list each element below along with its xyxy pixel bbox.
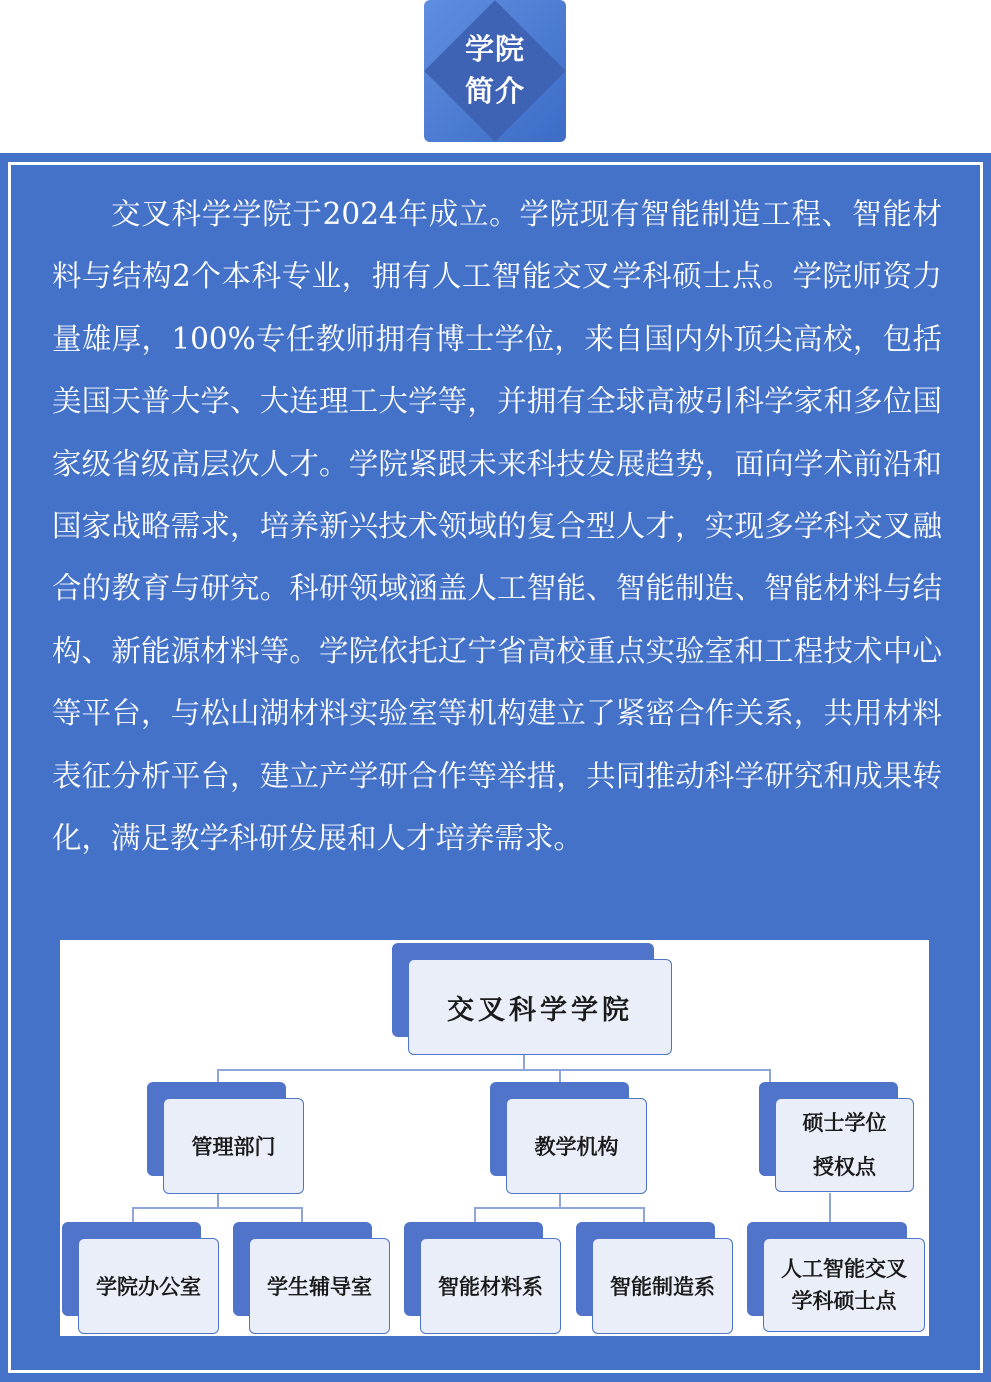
org-level2-label: 教学机构 <box>506 1098 647 1194</box>
org-level3-box <box>62 1222 219 1334</box>
connector <box>829 1193 831 1223</box>
org-level3-box <box>404 1222 561 1334</box>
intro-paragraph: 交叉科学学院于2024年成立。学院现有智能制造工程、智能材料与结构2个本科专业，拥有人工智能交叉学科硕士点。学院师资力量雄厚，100%专任教师拥有博士学位，来自国内外顶尖高校，包括美国天普大学、大连理工大学等，并拥有全球高被引科学家和多位国家级省级高层次人才。学院紧跟未来科技发展趋势，面向学术前沿和国家战略需求，培养新兴技术领域的复合型人才，实现多学科交叉融合的教育与研究。科研领域涵盖人工智能、智能制造、智能材料与结构、新能源材料等。学院依托辽宁省高校重点实验室和工程技术中心等平台，与松山湖材料实验室等机构建立了紧密合作关系，共用材料表征分析平台，建立产学研合作等举措，共同推动科学研究和成果转化，满足教学科研发展和人才培养需求。 <box>52 197 942 856</box>
badge-title-line1: 学院 <box>464 32 525 66</box>
connector <box>474 1207 645 1209</box>
org-level3-label: 学生辅导室 <box>249 1238 390 1334</box>
org-level3-label: 学院办公室 <box>78 1238 219 1334</box>
org-level3-label: 智能制造系 <box>592 1238 733 1334</box>
connector <box>474 1207 476 1223</box>
org-level3-box <box>747 1222 927 1334</box>
org-root-label: 交叉科学学院 <box>408 959 672 1055</box>
connector <box>301 1207 303 1223</box>
org-root-box <box>392 943 672 1055</box>
org-level2-box <box>490 1082 647 1194</box>
org-level3-box <box>576 1222 733 1334</box>
section-badge <box>424 0 566 142</box>
org-level3-box <box>233 1222 390 1334</box>
org-level3-label: 人工智能交叉学科硕士点 <box>763 1238 925 1332</box>
org-level2-box <box>759 1082 916 1194</box>
org-level3-label: 智能材料系 <box>420 1238 561 1334</box>
connector <box>132 1207 134 1223</box>
badge-title-line2: 简介 <box>464 74 525 108</box>
org-level2-box <box>147 1082 304 1194</box>
connector <box>217 1069 771 1071</box>
badge-title <box>424 28 566 112</box>
connector <box>643 1207 645 1223</box>
org-level2-label: 硕士学位授权点 <box>775 1098 914 1192</box>
org-level2-label: 管理部门 <box>163 1098 304 1194</box>
org-chart <box>60 940 929 1336</box>
connector <box>132 1207 303 1209</box>
